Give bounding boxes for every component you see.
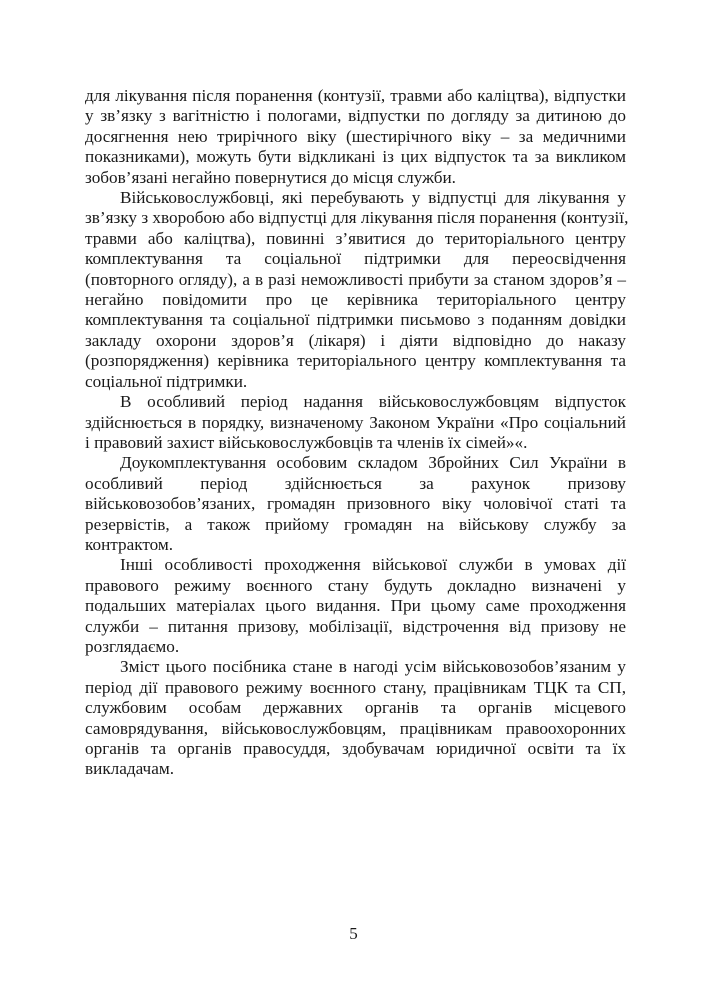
text-line: соціальної підтримки. (85, 371, 248, 391)
text-line: Доукомплектування особовим складом Збройних Сил України в (120, 453, 626, 473)
text-line: у зв’язку з вагітністю і пологами, відпустки по догляду за дитиною до (85, 106, 626, 126)
text-line: комплектування та соціальної підтримки письмово з поданням довідки (85, 310, 626, 330)
text-line: служби – питання призову, мобілізації, відстрочення від призову не (85, 616, 626, 636)
text-line: самоврядування, військовослужбовцям, працівникам правоохоронних (85, 718, 626, 738)
text-line: викладачам. (85, 759, 175, 779)
text-line: правового режиму воєнного стану будуть докладно визначені у (85, 575, 626, 595)
text-line: зобов’язані негайно повернутися до місця служби. (85, 167, 456, 187)
text-line: і правовий захист військовослужбовців та членів їх сімей»«. (85, 432, 528, 452)
text-line: негайно повідомити про це керівника територіального центру (85, 290, 626, 310)
page-body (85, 86, 629, 780)
page-number: 5 (349, 924, 358, 943)
text-line: зв’язку з хворобою або відпустці для лікування після поранення (контузії, (85, 208, 629, 228)
text-line: період дії правового режиму воєнного стану, працівникам ТЦК та СП, (85, 677, 626, 697)
text-line: службовим особам державних органів та органів місцевого (85, 698, 626, 718)
text-line: особливий період здійснюється за рахунок призову (85, 473, 626, 493)
text-line: резервістів, а також прийому громадян на військову службу за (85, 514, 626, 534)
text-line: (повторного огляду), а в разі неможливості прибути за станом здоров’я – (85, 269, 626, 289)
paragraph (85, 392, 626, 453)
text-line: розглядаємо. (85, 636, 180, 656)
paragraph (85, 86, 626, 188)
paragraph (85, 188, 629, 392)
paragraph (85, 555, 626, 657)
text-line: контрактом. (85, 534, 174, 554)
paragraph (85, 657, 626, 779)
text-line: показниками), можуть бути відкликані із цих відпусток та за викликом (85, 147, 626, 167)
text-line: для лікування після поранення (контузії, травми або каліцтва), відпустки (85, 86, 626, 105)
text-line: травми або каліцтва), повинні з’явитися до територіального центру (85, 228, 626, 248)
text-line: військовозобов’язаних, громадян призовного віку чоловічої статі та (85, 494, 626, 514)
text-line: закладу охорони здоров’я (лікаря) і діяти відповідно до наказу (85, 330, 626, 350)
text-line: досягнення нею трирічного віку (шестирічного віку – за медичними (85, 126, 626, 146)
text-line: комплектування та соціальної підтримки для переосвідчення (85, 249, 626, 269)
text-line: Зміст цього посібника стане в нагоді усім військовозобов’язаним у (120, 657, 626, 677)
text-line: здійснюється в порядку, визначеному Законом України «Про соціальний (85, 412, 626, 432)
text-line: Інші особливості проходження військової служби в умовах дії (120, 555, 626, 575)
text-line: подальших матеріалах цього видання. При цьому саме проходження (85, 596, 626, 616)
text-line: Військовослужбовці, які перебувають у відпустці для лікування у (120, 188, 626, 208)
paragraph (85, 453, 626, 555)
text-line: В особливий період надання військовослужбовцям відпусток (120, 392, 626, 412)
text-line: органів та органів правосуддя, здобувачам юридичної освіти та їх (85, 739, 626, 758)
text-line: (розпорядження) керівника територіального центру комплектування та (85, 351, 626, 371)
